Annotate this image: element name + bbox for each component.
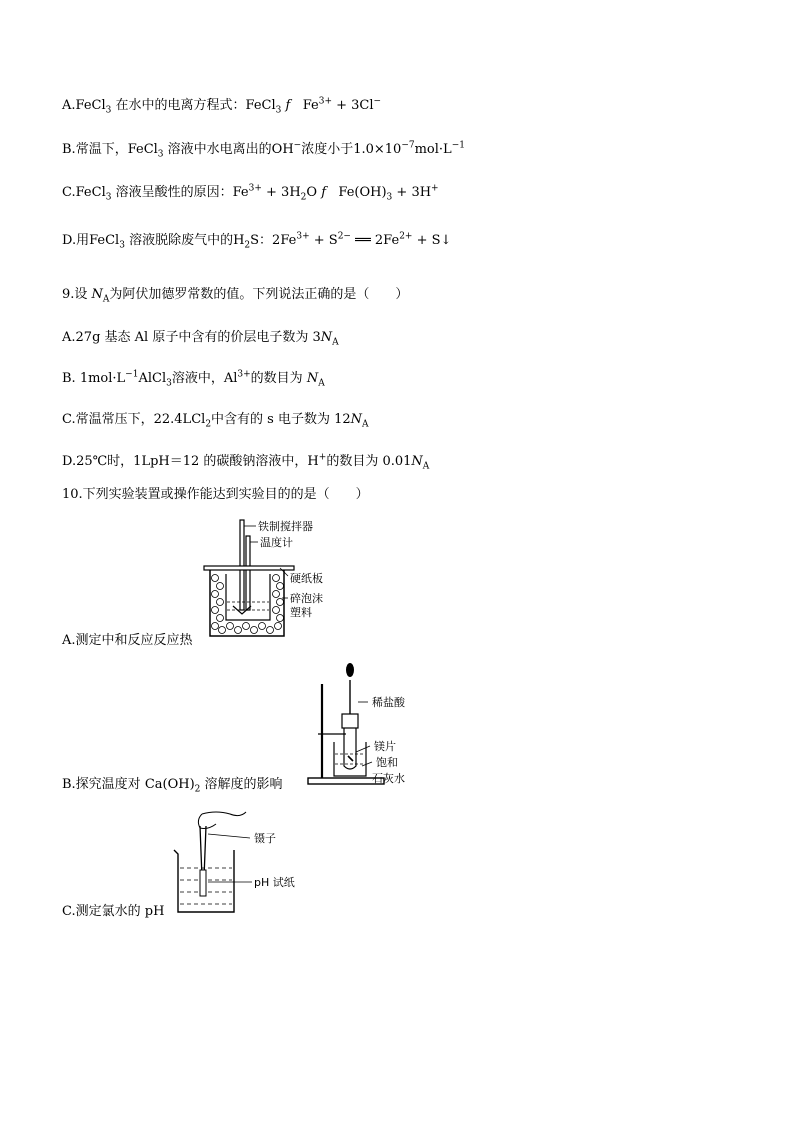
label-plastic: 塑料	[290, 606, 312, 619]
label-limewater: 石灰水	[372, 772, 405, 785]
option-text: FeCl$_3$ 溶液呈酸性的原因：$Fe^{3+} + 3H_2O$ f $Fe(OH)_3 + 3H^+$	[75, 183, 439, 203]
q9-option-d: D.25℃时，1LpH＝12 的碳酸钠溶液中，H+的数目为 $0.01N_A$	[62, 452, 430, 472]
option-text: FeCl$_3$ 在水中的电离方程式：FeCl$_3$ f $Fe^{3+} + 3Cl^-$	[75, 96, 382, 116]
label-saturated: 饱和	[376, 756, 398, 769]
option-label: D.	[62, 233, 77, 248]
label-cardboard: 硬纸板	[290, 572, 323, 585]
q8-option-c	[62, 183, 439, 203]
ph-test-drawing	[168, 808, 298, 916]
stand-drawing	[306, 662, 446, 790]
q9-option-a: A.27g 基态 Al 原子中含有的价层电子数为 $3N_A$	[62, 330, 339, 348]
q9-stem: 9.设 $N_A$为阿伏加德罗常数的值。下列说法正确的是（ ）	[62, 287, 409, 305]
option-label: C.	[62, 185, 76, 200]
option-label: B.	[62, 142, 76, 157]
q9-option-b: B. $1mol\cdot L^{-1}AlCl_3$溶液中，$Al^{3+}$的数目为 $N_A$	[62, 369, 325, 389]
label-foam: 碎泡沫	[290, 592, 323, 605]
figure-stand	[306, 662, 446, 790]
figure-b-caption: B.探究温度对 $Ca(OH)_2$ 溶解度的影响	[62, 777, 283, 795]
option-label: A.	[62, 98, 76, 113]
label-mg: 镁片	[374, 740, 396, 753]
q8-option-b	[62, 140, 465, 160]
label-hcl: 稀盐酸	[372, 696, 405, 709]
figure-calorimeter	[200, 518, 350, 642]
label-tweezers: 镊子	[254, 832, 276, 845]
q8-option-d	[62, 231, 451, 251]
option-text: 常温下，FeCl$_3$ 溶液中水电离出的OH−浓度小于$1.0\times 10^{-7}mol\cdot L^{-1}$	[75, 140, 465, 160]
figure-c-caption: C.测定氯水的 pH	[62, 904, 165, 919]
label-thermometer: 温度计	[260, 536, 293, 549]
figure-ph-test	[168, 808, 298, 916]
figure-a-caption: A.测定中和反应反应热	[62, 633, 193, 648]
option-text: 用FeCl$_3$ 溶液脱除废气中的$H_2S$：$2Fe^{3+} + S^{2-}$ ══ $2Fe^{2+}$ + S↓	[76, 231, 452, 251]
q8-option-a	[62, 96, 381, 116]
calorimeter-drawing	[200, 518, 350, 642]
label-stirrer: 铁制搅拌器	[258, 520, 313, 533]
q9-option-c: C.常温常压下，22.4LCl$_2$中含有的 s 电子数为 $12N_A$	[62, 412, 369, 430]
label-ph-paper: pH 试纸	[254, 876, 295, 889]
q10-stem: 10.下列实验装置或操作能达到实验目的的是（ ）	[62, 487, 369, 502]
